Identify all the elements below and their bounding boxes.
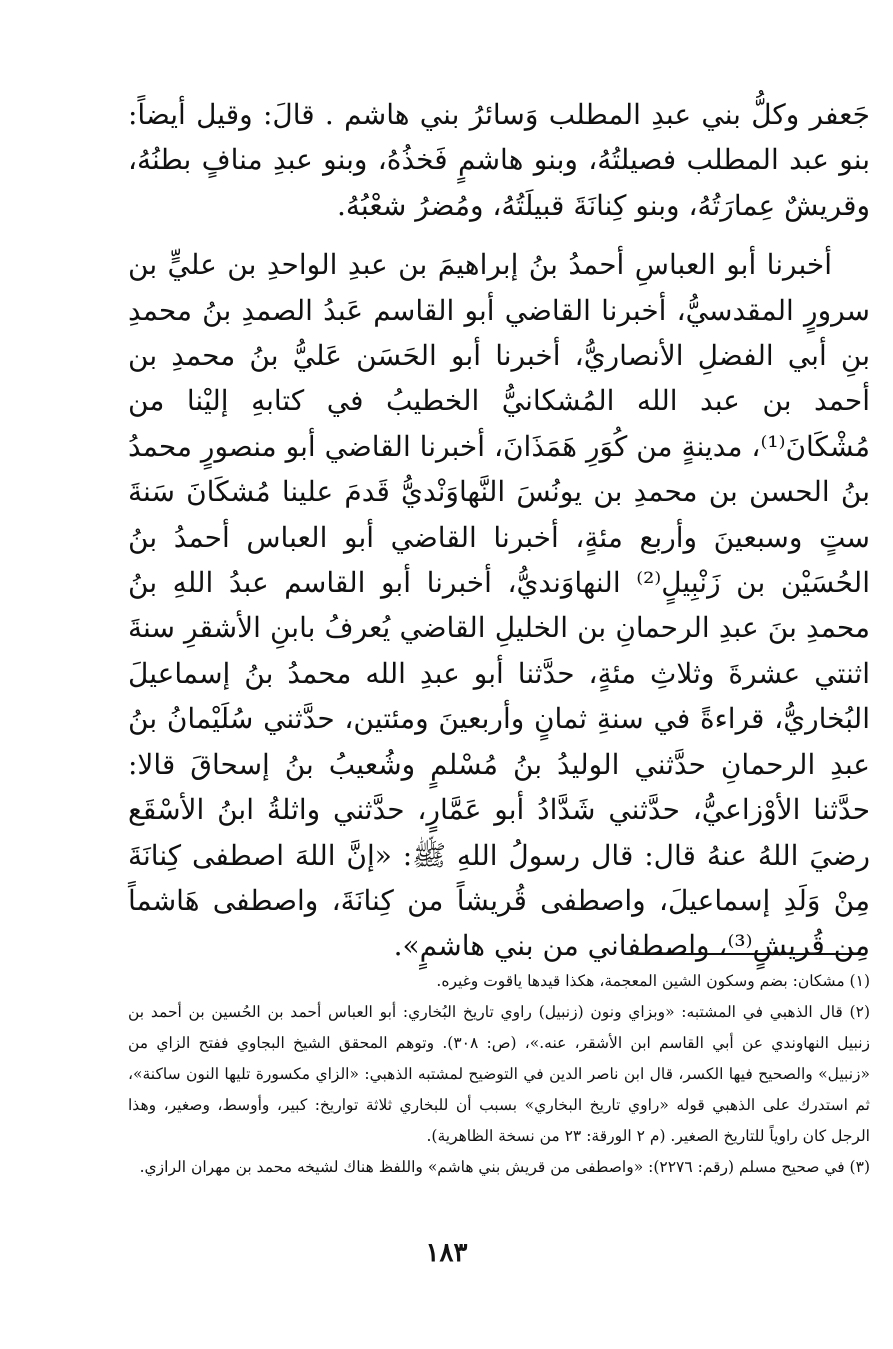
- footnotes: [128, 966, 870, 1183]
- footnote-2: (٢) قال الذهبي في المشتبه: «وبزاي ونون (زنبيل) راوي تاريخ البُخاري: أبو العباس أحمد بن الحُسين بن أحمد بن زنبيل النهاوندي عن أبي القاسم ابن الأشقر، عنه.»، (ص: ٣٠٨). وتوهم المحقق الشيخ البجاوي ففتح الزاي من «زنبيل» والصحيح فيها الكسر، قال ابن ناصر الدين في التوضيح لمشتبه الذهبي: «الزاي مكسورة تليها النون ساكنة»، ثم استدرك على الذهبي قوله «راوي تاريخ البخاري» بسبب أن للبخاري ثلاثة تواريخ: كبير، وأوسط، وصغير، وهذا الرجل كان راوياً للتاريخ الصغير. (م ٢ الورقة: ٢٣ من نسخة الظاهرية).: [128, 1003, 871, 1145]
- footnote-3: (٣) في صحيح مسلم (رقم: ٢٢٧٦): «واصطفى من قريش بني هاشم» واللفظ هناك لشيخه محمد بن مهران الرازي.: [139, 1158, 870, 1176]
- paragraph-hadith-chain: أخبرنا أبو العباسِ أحمدُ بنُ إبراهيمَ بن عبدِ الواحدِ بن عليٍّ بن سرورٍ المقدسيُّ، أخبرنا القاضي أبو القاسم عَبدُ الصمدِ بنُ محمدِ بنِ أبي الفضلِ الأنصاريُّ، أخبرنا أبو الحَسَن عَليُّ بنُ محمدِ بن أحمد بن عبد الله المُشكانيُّ الخطيبُ في كتابهِ إليْنا من مُشْكَانَ⁽¹⁾، مدينةٍ من كُوَرِ هَمَذَانَ، أخبرنا القاضي أبو منصورٍ محمدُ بنُ الحسن بن محمدِ بن يونُسَ النَّهاوَنْديُّ قَدمَ علينا مُشكَانَ سَنةَ ستٍ وسبعينَ وأربع مئةٍ، أخبرنا القاضي أبو العباس أحمدُ بنُ الحُسَيْن بن زَنْبِيلٍ⁽²⁾ النهاوَنديُّ، أخبرنا أبو القاسم عبدُ اللهِ بنُ محمدِ بنَ عبدِ الرحمانِ بن الخليلِ القاضي يُعرفُ بابنِ الأشقرِ سنةَ اثنتي عشرةَ وثلاثِ مئةٍ، حدَّثنا أبو عبدِ الله محمدُ بنُ إسماعيلَ البُخاريُّ، قراءةً في سنةِ ثمانٍ وأربعينَ ومئتين، حدَّثني سُلَيْمانُ بنُ عبدِ الرحمانِ حدَّثني الوليدُ بنُ مُسْلمٍ وشُعيبُ بنُ إسحاقَ قالا: حدَّثنا الأوْزاعيُّ، حدَّثني شَدَّادُ أبو عَمَّارٍ، حدَّثني واثلةُ ابنُ الأسْقَع رضيَ اللهُ عنهُ قال: قال رسولُ اللهِ ﷺ: «إنَّ اللهَ اصطفى كِنانَةَ مِنْ وَلَدِ إسماعيلَ، واصطفى قُريشاً من كِنانَةَ، واصطفى هَاشماً مِن قُريشٍ⁽³⁾، واصطفاني من بني هاشمٍ».: [128, 248, 871, 963]
- footnote-1: (١) مشكان: بضم وسكون الشين المعجمة، هكذا قيدها ياقوت وغيره.: [436, 972, 870, 990]
- page-number: ١٨٣: [425, 1238, 468, 1268]
- paragraph-intro: جَعفر وكلُّ بني عبدِ المطلب وَسائرُ بني هاشم . قالَ: وقيل أيضاً: بنو عبد المطلب فصيلتُهُ، وبنو هاشمٍ فَخذُهُ، وبنو عبدِ منافٍ بطنُهُ، وقريشٌ عِمارَتُهُ، وبنو كِنانَةَ قبيلَتُهُ، ومُضرُ شعْبُهُ.: [128, 98, 870, 222]
- footnote-separator: [645, 953, 866, 955]
- main-text: [128, 92, 870, 983]
